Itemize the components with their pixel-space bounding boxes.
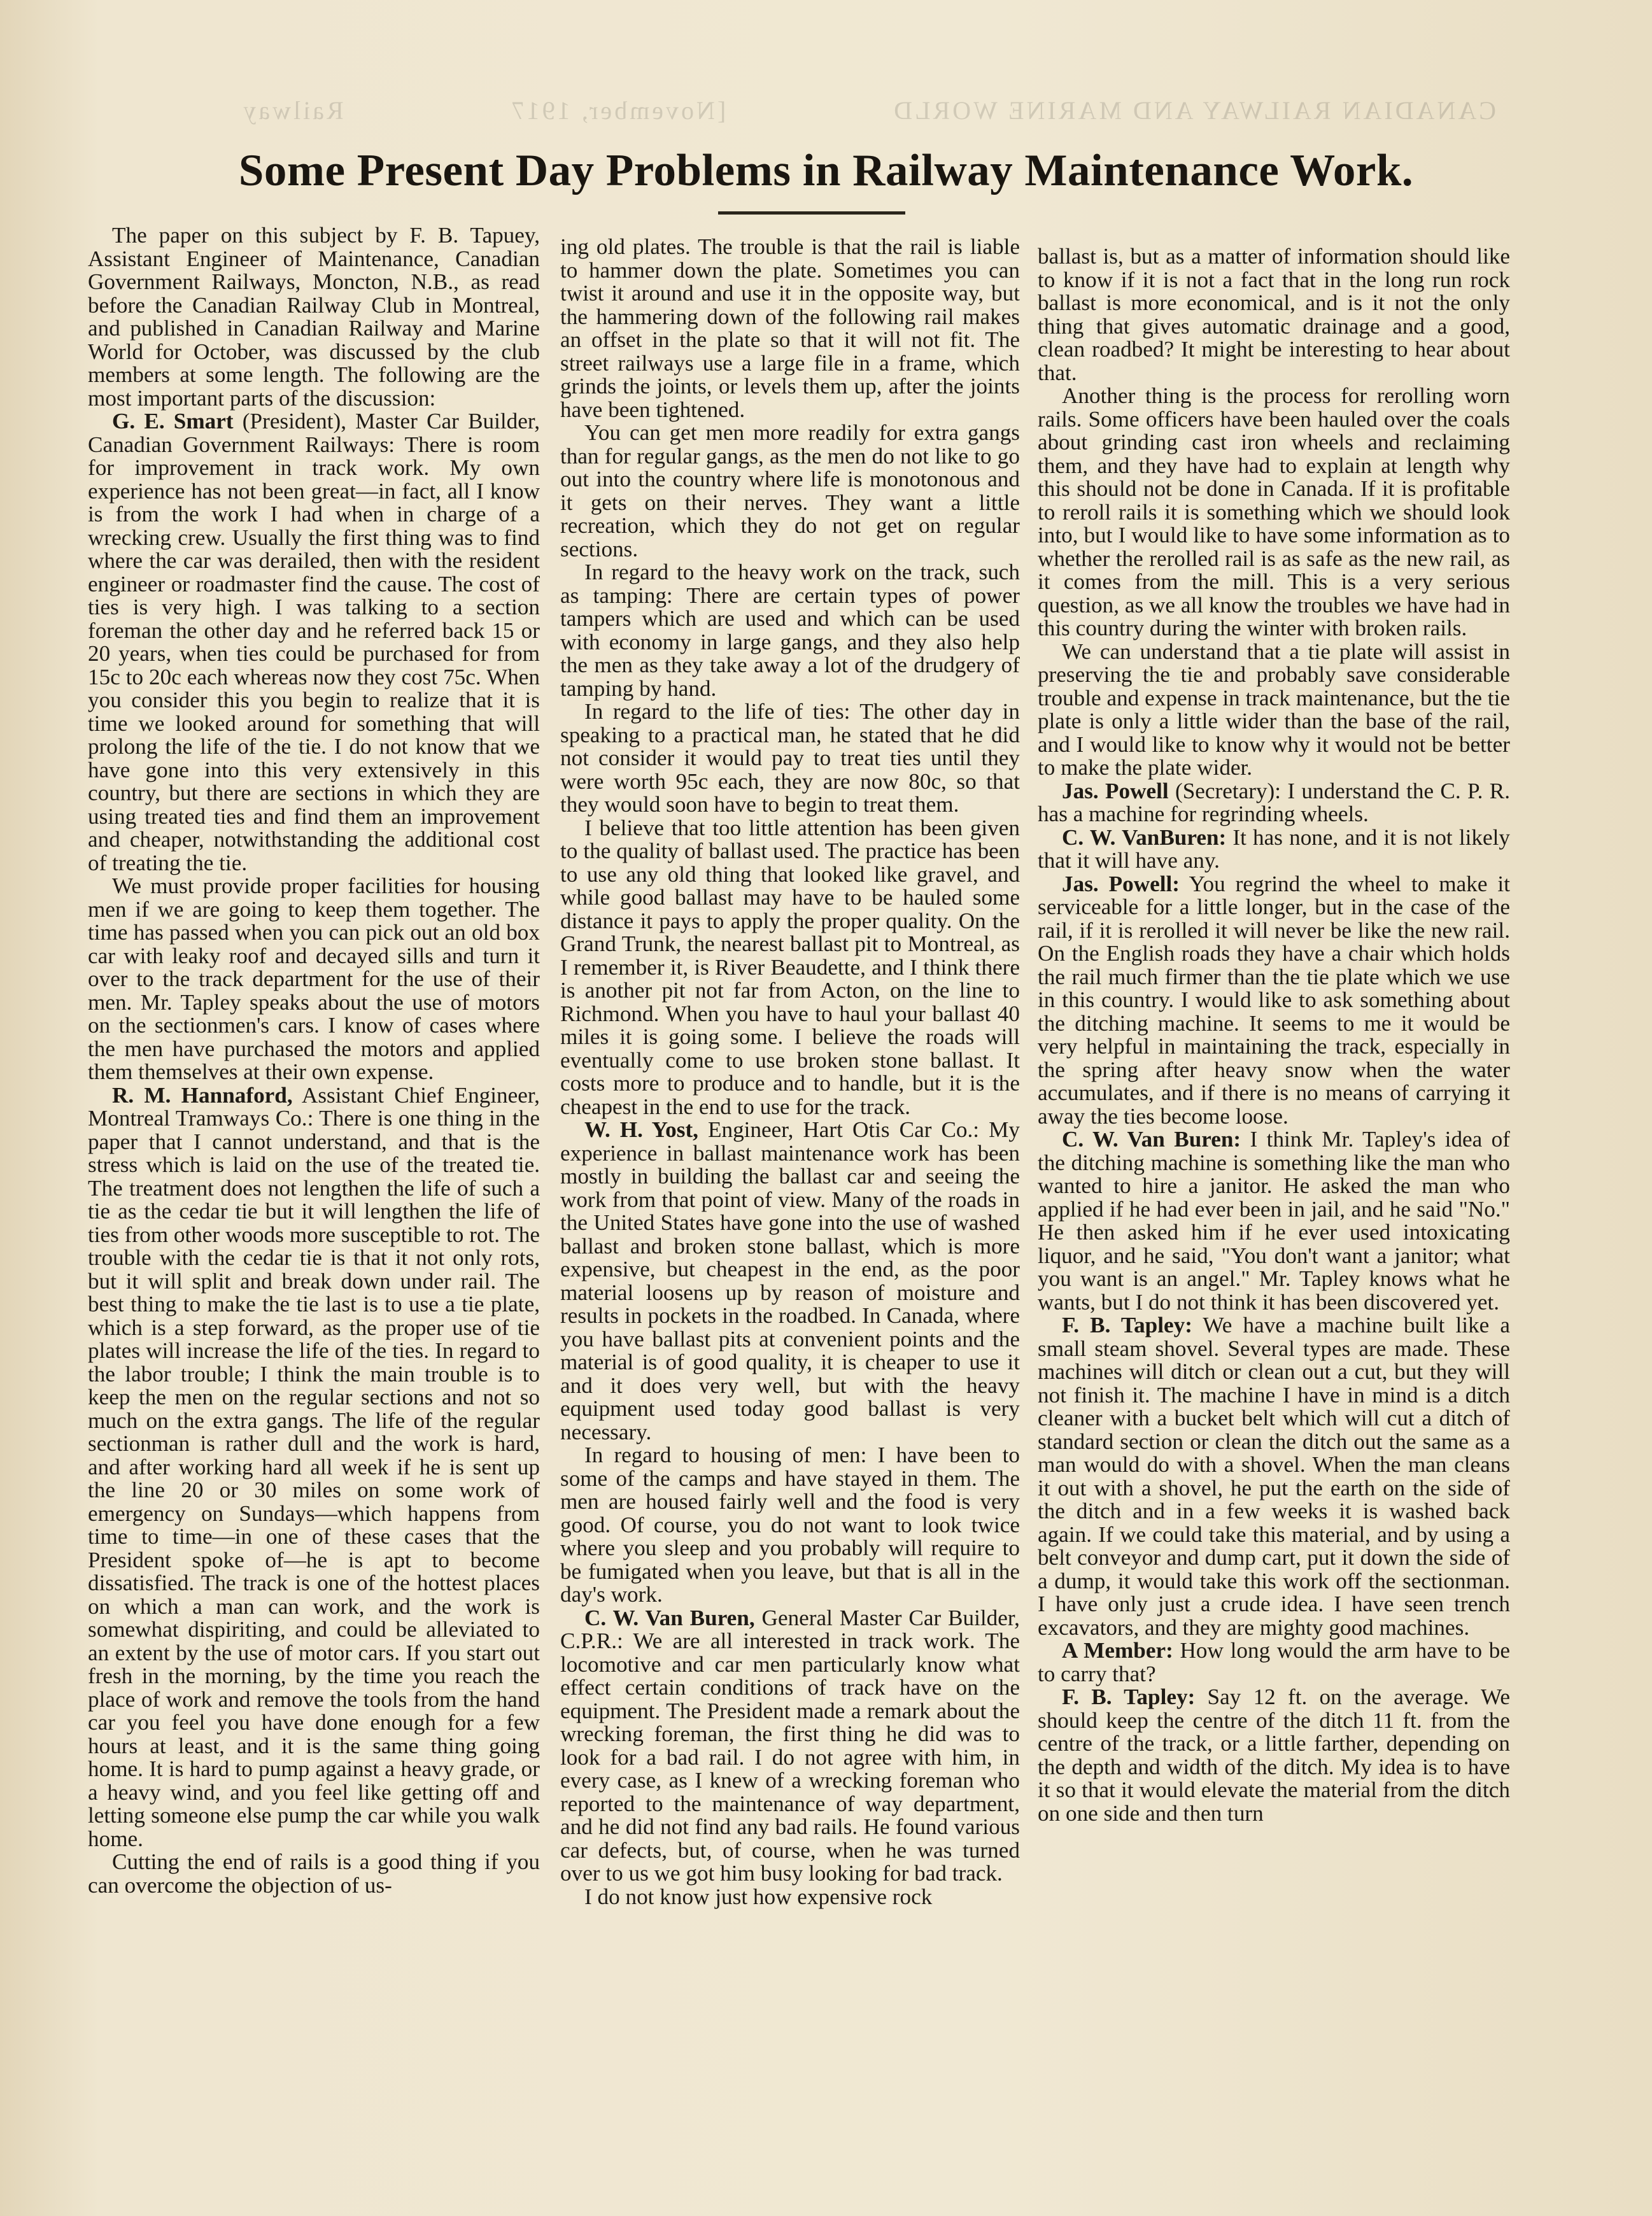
paragraph-text: Another thing is the process for rerolling worn rails. Some officers have been hauled over the coals about grinding cast iron wheels and reclaiming them, and they have had to explain at length why this should not be done in Canada. If it is profitable to reroll rails it is something which we should look into, but I would like to have some information as to whether the rerolled rail is as safe as the new rail, as it comes from the mill. This is a very serious question, as we all know the troubles we have had in this country during the winter with broken rails. [1038,383,1510,640]
paragraph-text: In regard to housing of men: I have been to some of the camps and have stayed in them. The men are housed fairly well and the food is very good. Of course, you do not want to look twice where you sleep and you probably will require to be fumigated when you leave, but that is all in the day's work. [560,1443,1020,1607]
paragraph [1038,1128,1510,1314]
paragraph [88,1084,540,1851]
paragraph-text: ballast is, but as a matter of information should like to know if it is not a fact that in the long run rock ballast is more economical, and is it not the only thing that gives automatic drainage and a good, clean roadbed? It might be interesting to hear about that. [1038,244,1510,385]
speaker-name: A Member: [1062,1638,1173,1663]
paragraph [560,1607,1020,1886]
speaker-name: C. W. VanBuren: [1062,824,1227,850]
paragraph-text: We must provide proper facilities for housing men if we are going to keep them together. The time has passed when you can pick out an old box car with leaky roof and decayed sills and turn it over to the track department for the use of their men. Mr. Tapley speaks about the use of motors on the sectionmen's cars. I know of cases where the men have purchased the motors and applied them themselves at their own expense. [88,873,540,1084]
column-3 [1038,245,1510,1825]
paragraph [560,1886,1020,1909]
paragraph-text: We have a machine built like a small steam shovel. Several types are made. These machines will ditch or clean out a cut, but they will not finish it. The machine I have in mind is a ditch cleaner with a bucket belt which will cut a ditch of standard section or clean the ditch out the same as a man would do with a shovel. When the man cleans it out with a shovel, he put the earth on the side of the ditch and in a few weeks it is washed back again. If we could take this material, and by using a belt conveyor and dump cart, put it down the side of a dump, it would take this work off the sectionman. I have only just a crude idea. I have seen trench excavators, and they are mighty good machines. [1038,1313,1510,1640]
paragraph-text: How long would the arm have to be to carry that? [1038,1638,1510,1686]
paragraph-text: The paper on this subject by F. B. Tapuey, Assistant Engineer of Maintenance, Canadian Government Railways, Moncton, N.B., as read before the Canadian Railway Club in Montreal, and published in Canadian Railway and Marine World for October, was discussed by the club members at some length. The following are the most important parts of the discussion: [88,223,540,411]
headline-rule [718,211,905,215]
paragraph-text: Say 12 ft. on the average. We should keep the centre of the ditch 11 ft. from the centre of the track, or a little farther, depending on the depth and width of the ditch. My idea is to have it so that it would elevate the material from the ditch on one side and then turn [1038,1684,1510,1826]
speaker-name: C. W. Van Buren: [1062,1127,1241,1152]
paragraph [560,421,1020,561]
paragraph-text: You regrind the wheel to make it serviceable for a little longer, but in the case of the rail, if it is rerolled it will never be like the new rail. On the English roads they have a chair which holds the rail much firmer than the tie plate which we use in this country. I would like to ask something about the ditching machine. It seems to me it would be very helpful in maintaining the track, especially in the spring after heavy snow when the water accumulates, and if there is no means of carrying it away the ties become loose. [1038,871,1510,1129]
paragraph-text: It has none, and it is not likely that it will have any. [1038,824,1510,873]
paragraph-text: Engineer, Hart Otis Car Co.: My experience in ballast maintenance work has been mostly in building the ballast car and seeing the work from that point of view. Many of the roads in the United States have gone into the use of washed ballast and broken stone ballast, which is more expensive, but cheapest in the end, as the poor material loosens up by reason of moisture and results in pockets in the roadbed. In Canada, where you have ballast pits at convenient points and the material is of good quality, it is cheaper to use it and it does very well, but with the heavy equipment used today good ballast is very necessary. [560,1117,1020,1444]
paragraph [560,236,1020,421]
paragraph [560,1444,1020,1607]
bleed-through-text: CANADIAN RAILWAY AND MARINE WORLD[November, 1917Railway [241,96,1496,125]
paragraph [1038,780,1510,826]
article-headline: Some Present Day Problems in Railway Maintenance Work. [238,146,1414,195]
paragraph-text: In regard to the heavy work on the track, such as tamping: There are certain types of power tampers which are used and which can be used with economy in large gangs, and they also help the men as they take away a lot of the drudgery of tamping by hand. [560,560,1020,701]
column-1 [88,224,540,1897]
speaker-name: F. B. Tapley: [1062,1313,1192,1337]
speaker-name: Jas. Powell [1062,778,1169,803]
paragraph [88,1851,540,1897]
speaker-name: C. W. Van Buren, [584,1605,755,1630]
paragraph [1038,1639,1510,1686]
paragraph [1038,640,1510,780]
paragraph [88,875,540,1084]
speaker-name: Jas. Powell: [1062,871,1180,896]
paragraph-text: I do not know just how expensive rock [584,1884,933,1909]
speaker-name: W. H. Yost, [584,1117,698,1142]
paragraph-text: I believe that too little attention has been given to the quality of ballast used. The practice has been to use any old thing that looked like gravel, and while good ballast may have to be hauled some distance it pays to apply the proper quality. On the Grand Trunk, the nearest ballast pit to Montreal, as I remember it, is River Beaudette, and I think there is another pit not far from Acton, on the line to Richmond. When you have to haul your ballast 40 miles it is going some. I believe the roads will eventually come to use broken stone ballast. It costs more to produce and to handle, but it is the cheapest in the end to use for the track. [560,815,1020,1119]
paragraph-text: I think Mr. Tapley's idea of the ditching machine is something like the man who wanted to hire a janitor. He asked the man who applied if he had ever been in jail, and he said "No." He then asked him if he ever used intoxicating liquor, and he said, "You don't want a janitor; what you want is an angel." Mr. Tapley knows what he wants, but I do not think it has been discovered yet. [1038,1127,1510,1315]
paragraph [1038,1686,1510,1825]
paragraph-text: (President), Master Car Builder, Canadian Government Railways: There is room for improvement in track work. My own experience has not been great—in fact, all I know is from the work I had when in charge of a wrecking crew. Usually the first thing was to find where the car was derailed, then with the resident engineer or roadmaster find the cause. The cost of ties is very high. I was talking to a section foreman the other day and he referred back 15 or 20 years, when ties could be purchased for from 15c to 20c each whereas now they cost 75c. When you consider this you begin to realize that it is time we looked around for something that will prolong the life of the tie. I do not know that we have gone into this very extensively in this country, but there are sections in which they are using treated ties and find them an improvement and cheaper, notwithstanding the additional cost of treating the tie. [88,409,540,875]
paragraph-text: (Secretary): I understand the C. P. R. has a machine for regrinding wheels. [1038,778,1510,826]
paragraph [1038,826,1510,873]
paragraph [1038,873,1510,1129]
paragraph [88,224,540,410]
paragraph-text: ing old plates. The trouble is that the rail is liable to hammer down the plate. Sometimes you can twist it around and use it in the opposite way, but the hammering down of the following rail makes an offset in the plate so that it will not fit. The street railways use a large file in a frame, which grinds the joints, or levels them up, after the joints have been tightened. [560,234,1020,422]
paragraph-text: In regard to the life of ties: The other day in speaking to a practical man, he stated that he did not consider it would pay to treat ties until they were worth 95c each, they are now 80c, so that they would soon have to begin to treat them. [560,699,1020,817]
paragraph [560,817,1020,1119]
paragraph-text: We can understand that a tie plate will assist in preserving the tie and probably save considerable trouble and expense in track maintenance, but the tie plate is only a little wider than the base of the rail, and I would like to know why it would not be better to make the plate wider. [1038,639,1510,780]
paragraph [1038,1314,1510,1639]
paragraph [560,700,1020,817]
speaker-name: R. M. Hannaford, [112,1082,293,1108]
paragraph [1038,385,1510,640]
speaker-name: F. B. Tapley: [1062,1684,1196,1709]
paragraph [560,1119,1020,1444]
column-2 [560,236,1020,1909]
paragraph [88,410,540,875]
speaker-name: G. E. Smart [112,409,234,434]
paragraph-text: You can get men more readily for extra gangs than for regular gangs, as the men do not like to go out into the country where life is monotonous and it gets on their nerves. They want a little recreation, which they do not get on regular sections. [560,420,1020,561]
paragraph-text: General Master Car Builder, C.P.R.: We are all interested in track work. The locomotive and car men particularly know what effect certain conditions of track have on the equipment. The President made a remark about the wrecking foreman, the first thing he did was to look for a bad rail. I do not agree with him, in every case, as I knew of a wrecking foreman who reported to the maintenance of way department, and he did not find any bad rails. He found various car defects, but, of course, when he was turned over to us we got him busy looking for bad track. [560,1605,1020,1886]
paragraph [1038,245,1510,385]
paragraph [560,561,1020,700]
paragraph-text: Cutting the end of rails is a good thing if you can overcome the objection of us- [88,1849,540,1898]
paragraph-text: Assistant Chief Engineer, Montreal Tramways Co.: There is one thing in the paper that I cannot understand, and that is the stress which is laid on the use of the treated tie. The treatment does not lengthen the life of such a tie as the cedar tie but it will lengthen the life of ties from other woods more susceptible to rot. The trouble with the cedar tie is that it not only rots, but it will split and break down under rail. The best thing to make the tie last is to use a tie plate, which is a step forward, as the proper use of tie plates will increase the life of the ties. In regard to the labor trouble; I think the main trouble is to keep the men on the regular sections and not so much on the extra gangs. The life of the regular sectionman is rather dull and the work is hard, and after working hard all week if he is sent up the line 20 or 30 miles on some work of emergency on Sundays—which happens from time to time—in one of these cases that the President spoke of—he is apt to become dissatisfied. The track is one of the hottest places on which a man can work, and the work is somewhat dispiriting, and could be alleviated to an extent by the use of motor cars. If you start out fresh in the morning, by the time you reach the place of work and remove the tools from the hand car you feel you have done enough for a few hours at least, and it is the same thing going home. It is hard to pump against a heavy grade, or a heavy wind, and you feel like getting off and letting someone else pump the car while you walk home. [88,1082,540,1851]
